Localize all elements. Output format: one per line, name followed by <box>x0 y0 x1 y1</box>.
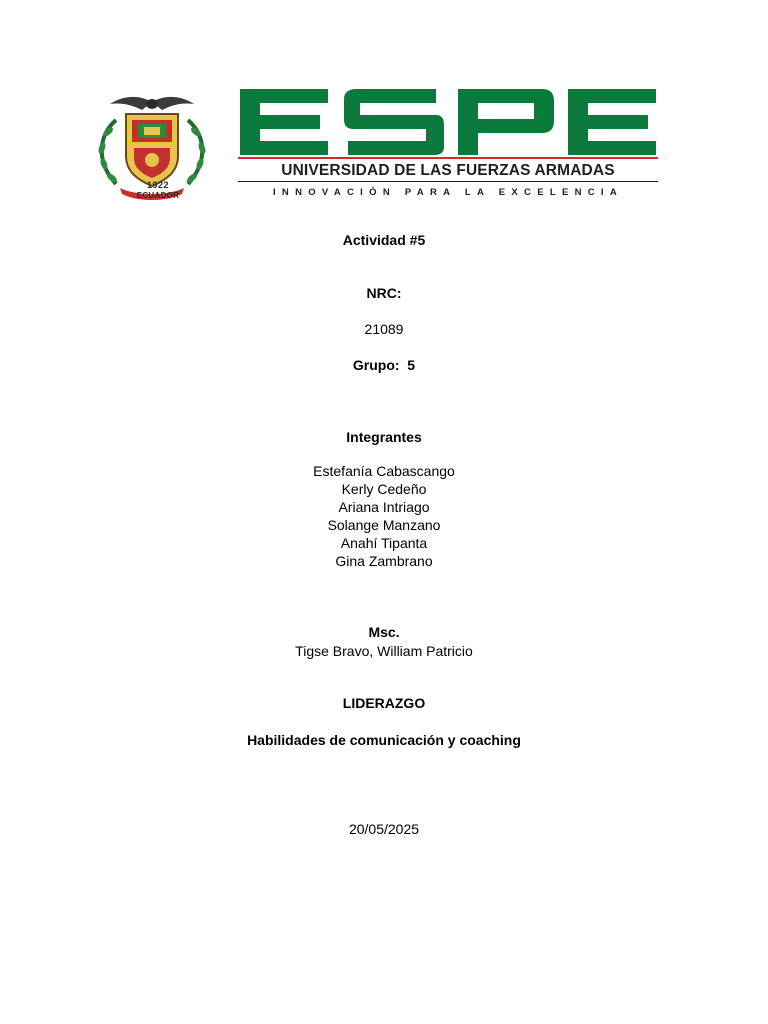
university-tagline: INNOVACIÓN PARA LA EXCELENCIA <box>272 187 623 198</box>
group-number: Grupo: 5 <box>352 357 416 373</box>
nrc-value: 21089 <box>364 321 404 337</box>
member-name: Solange Manzano <box>327 517 441 533</box>
tagline-divider <box>238 181 658 182</box>
subject-title: LIDERAZGO <box>342 695 426 711</box>
university-name: UNIVERSIDAD DE LAS FUERZAS ARMADAS <box>281 162 615 179</box>
espe-wordmark-logo <box>236 89 660 155</box>
member-name: Ariana Intriago <box>338 499 430 515</box>
activity-title: Actividad #5 <box>342 232 426 248</box>
teacher-label: Msc. <box>368 624 400 640</box>
crest-country: ECUADOR <box>136 191 180 200</box>
member-name: Kerly Cedeño <box>341 481 427 497</box>
crest-year: 1922 <box>146 180 170 190</box>
members-heading: Integrantes <box>346 429 422 445</box>
logo-red-divider <box>238 157 658 159</box>
member-name: Anahí Tipanta <box>340 535 428 551</box>
topic-title: Habilidades de comunicación y coaching <box>247 732 521 748</box>
teacher-name: Tigse Bravo, William Patricio <box>295 643 473 659</box>
member-name: Gina Zambrano <box>335 553 433 569</box>
member-name: Estefanía Cabascango <box>313 463 455 479</box>
university-header <box>0 0 768 215</box>
document-date: 20/05/2025 <box>348 821 420 837</box>
nrc-label: NRC: <box>366 285 402 301</box>
